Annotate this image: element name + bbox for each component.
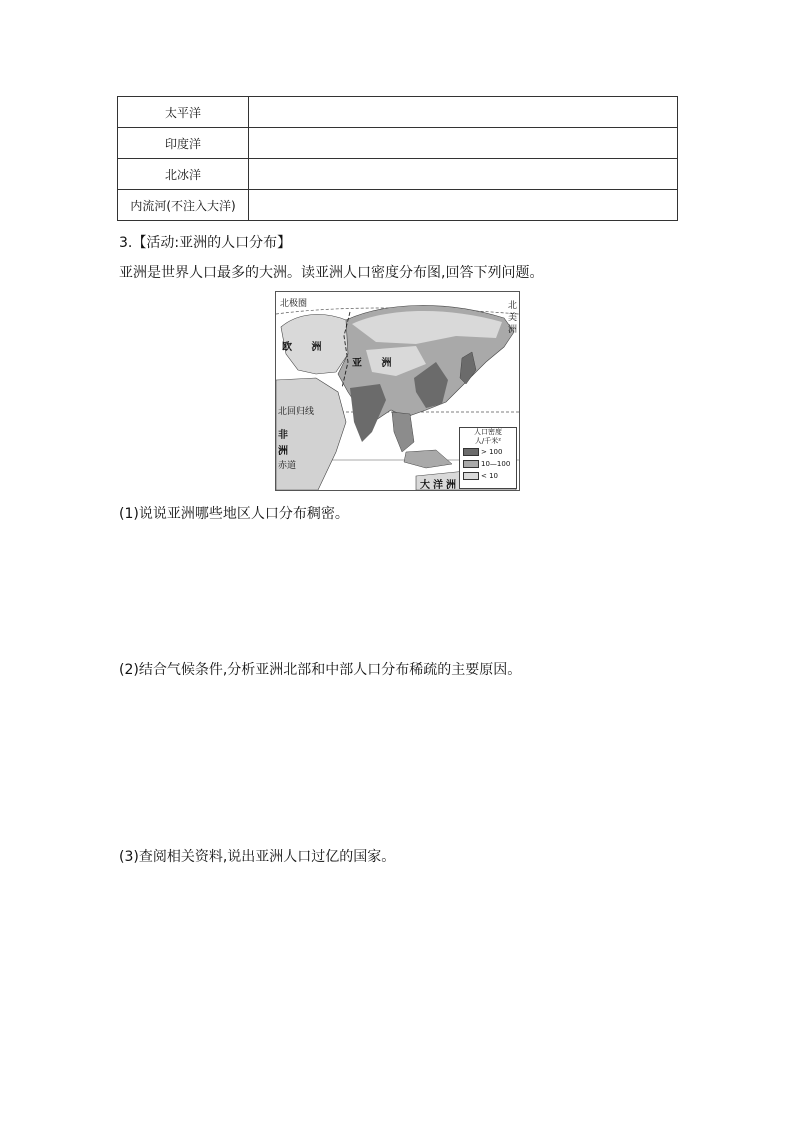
activity-intro: 亚洲是世界人口最多的大洲。读亚洲人口密度分布图,回答下列问题。 (119, 265, 544, 281)
arctic-circle-label: 北极圈 (280, 299, 308, 309)
answer-cell[interactable] (249, 190, 678, 221)
north-america-label-2: 美 (508, 313, 518, 323)
africa-label-1: 非 (278, 430, 296, 441)
north-america-label-3: 洲 (508, 325, 518, 335)
question-2: (2)结合气候条件,分析亚洲北部和中部人口分布稀疏的主要原因。 (119, 662, 522, 678)
question-1: (1)说说亚洲哪些地区人口分布稠密。 (119, 506, 349, 522)
equator-label: 赤道 (278, 461, 297, 471)
legend-swatch (463, 448, 479, 456)
answer-cell[interactable] (249, 159, 678, 190)
row-label: 印度洋 (118, 128, 249, 159)
legend-swatch (463, 472, 479, 480)
row-label: 内流河(不注入大洋) (118, 190, 249, 221)
table-row (118, 159, 678, 190)
map-legend (459, 427, 517, 489)
table-row (118, 97, 678, 128)
activity-title: 3.【活动:亚洲的人口分布】 (119, 235, 292, 251)
answer-cell[interactable] (249, 128, 678, 159)
table-row (118, 190, 678, 221)
row-label: 太平洋 (118, 97, 249, 128)
asia-label: 亚 洲 (352, 358, 400, 369)
table-row (118, 128, 678, 159)
legend-unit: 人/千米² (474, 437, 502, 445)
row-label: 北冰洋 (118, 159, 249, 190)
legend-swatch (463, 460, 479, 468)
legend-title: 人口密度 (474, 428, 502, 436)
europe-label: 欧 洲 (282, 342, 330, 353)
tropic-of-cancer-label: 北回归线 (278, 407, 315, 417)
africa-label-2: 洲 (278, 446, 296, 457)
answer-cell[interactable] (249, 97, 678, 128)
asia-population-density-map (275, 291, 520, 491)
legend-item-label: > 100 (481, 448, 503, 456)
legend-item (463, 472, 498, 480)
legend-item-label: < 10 (481, 472, 498, 480)
ocean-river-table (117, 96, 678, 221)
legend-item (463, 460, 510, 468)
legend-item (463, 448, 502, 456)
oceania-label: 大洋洲 (420, 480, 459, 491)
question-3: (3)查阅相关资料,说出亚洲人口过亿的国家。 (119, 849, 396, 865)
north-america-label-1: 北 (508, 301, 518, 311)
legend-item-label: 10—100 (481, 460, 511, 468)
